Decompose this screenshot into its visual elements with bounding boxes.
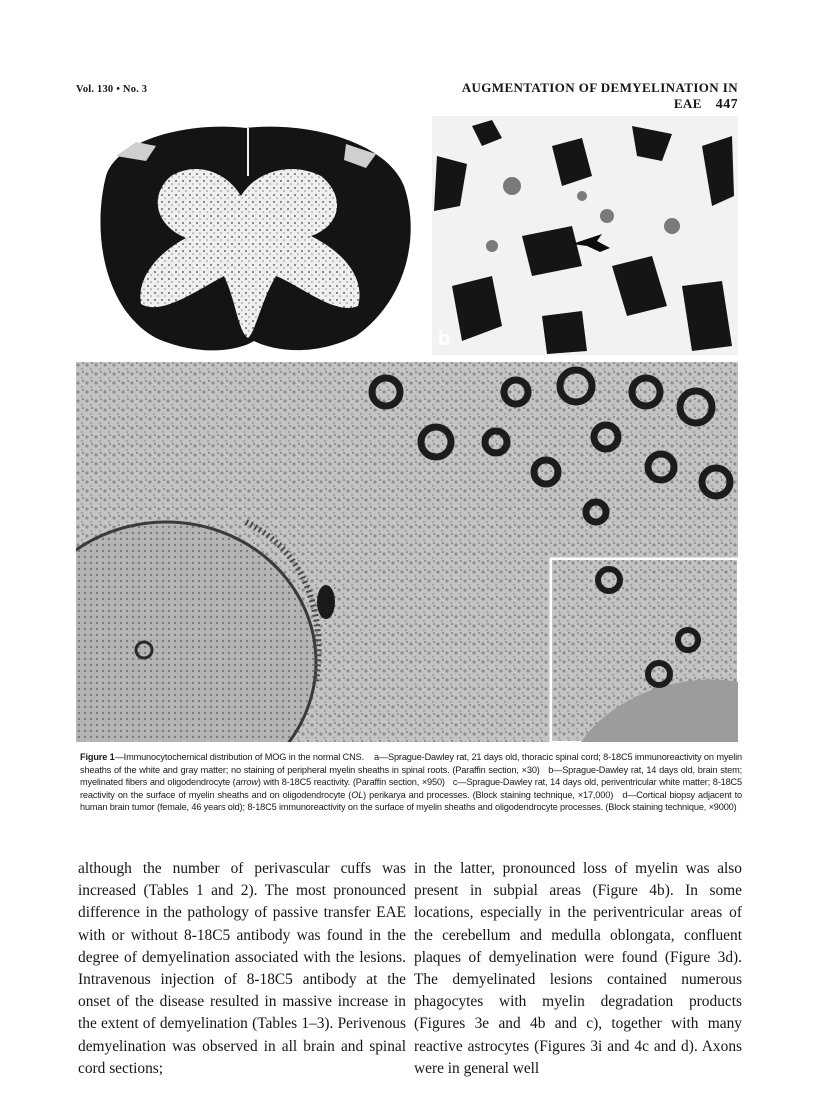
- figure-panel-a: [76, 116, 426, 355]
- caption-part-c: c—Sprague-Dawley rat, 14 days old, periventricular white matter; 8-18C5 reactivity on the surface of myelin sheaths and on oligodendrocyte (OL) perikarya and processes. (Block staining technique, ×17,000): [80, 777, 743, 800]
- running-header: [415, 80, 738, 113]
- running-title: AUGMENTATION OF DEMYELINATION IN EAE: [461, 80, 738, 111]
- caption-part-d: d—Cortical biopsy adjacent to human brain tumor (female, 46 years old); 8-18C5 immunoreactivity on the surface of myelin sheaths and oligodendrocyte processes. (Block staining technique, ×9000): [80, 789, 743, 813]
- caption-part-a: a—Sprague-Dawley rat, 21 days old, thoracic spinal cord; 8-18C5 immunoreactivity on myelin sheaths of the white and gray matter; no staining of peripheral myelin sheaths in spinal roots. (Paraffin section, ×30): [80, 752, 742, 775]
- spinal-cord-micrograph: [76, 116, 426, 355]
- body-text-left-column: although the number of perivascular cuffs was increased (Tables 1 and 2). The most pronounced difference in the pathology of passive transfer EAE with or without 8-18C5 antibody was found in the degree of demyelination associated with the lesions. Intravenous injection of 8-18C5 antibody at the onset of the disease resulted in massive increase in the extent of demyelination (Tables 1–3). Perivenous demyelination was observed in all brain and spinal cord sections;: [78, 860, 406, 1077]
- figure-label: Figure 1: [80, 752, 115, 762]
- caption-part-b: b—Sprague-Dawley rat, 14 days old, brain stem; myelinated fibers and oligodendrocyte (arrow) with 8-18C5 reactivity. (Paraffin section, ×950): [80, 764, 742, 788]
- figure-panel-c: [76, 362, 738, 742]
- body-text-right-column: in the latter, pronounced loss of myelin was also present in subpial areas (Figure 4b). In some locations, especially in the periventricular areas of the cerebellum and medulla oblongata, confluent plaques of demyelination were found (Figure 3d). The demyelinated lesions contained numerous phagocytes with myelin degradation products (Figures 3e and 4b and c), together with many reactive astrocytes (Figures 3i and 4c and d). Axons were in general well: [414, 860, 742, 1077]
- figure-caption: [80, 751, 742, 814]
- page-number: 447: [715, 97, 738, 112]
- figure-title: —Immunocytochemical distribution of MOG in the normal CNS.: [114, 752, 364, 762]
- periventricular-em-micrograph: [76, 362, 738, 742]
- brain-stem-micrograph: [432, 116, 738, 355]
- panel-label-a: a: [82, 328, 94, 350]
- panel-label-b: b: [438, 328, 451, 350]
- figure-panel-b: [432, 116, 738, 355]
- journal-issue: Vol. 130 • No. 3: [76, 84, 148, 95]
